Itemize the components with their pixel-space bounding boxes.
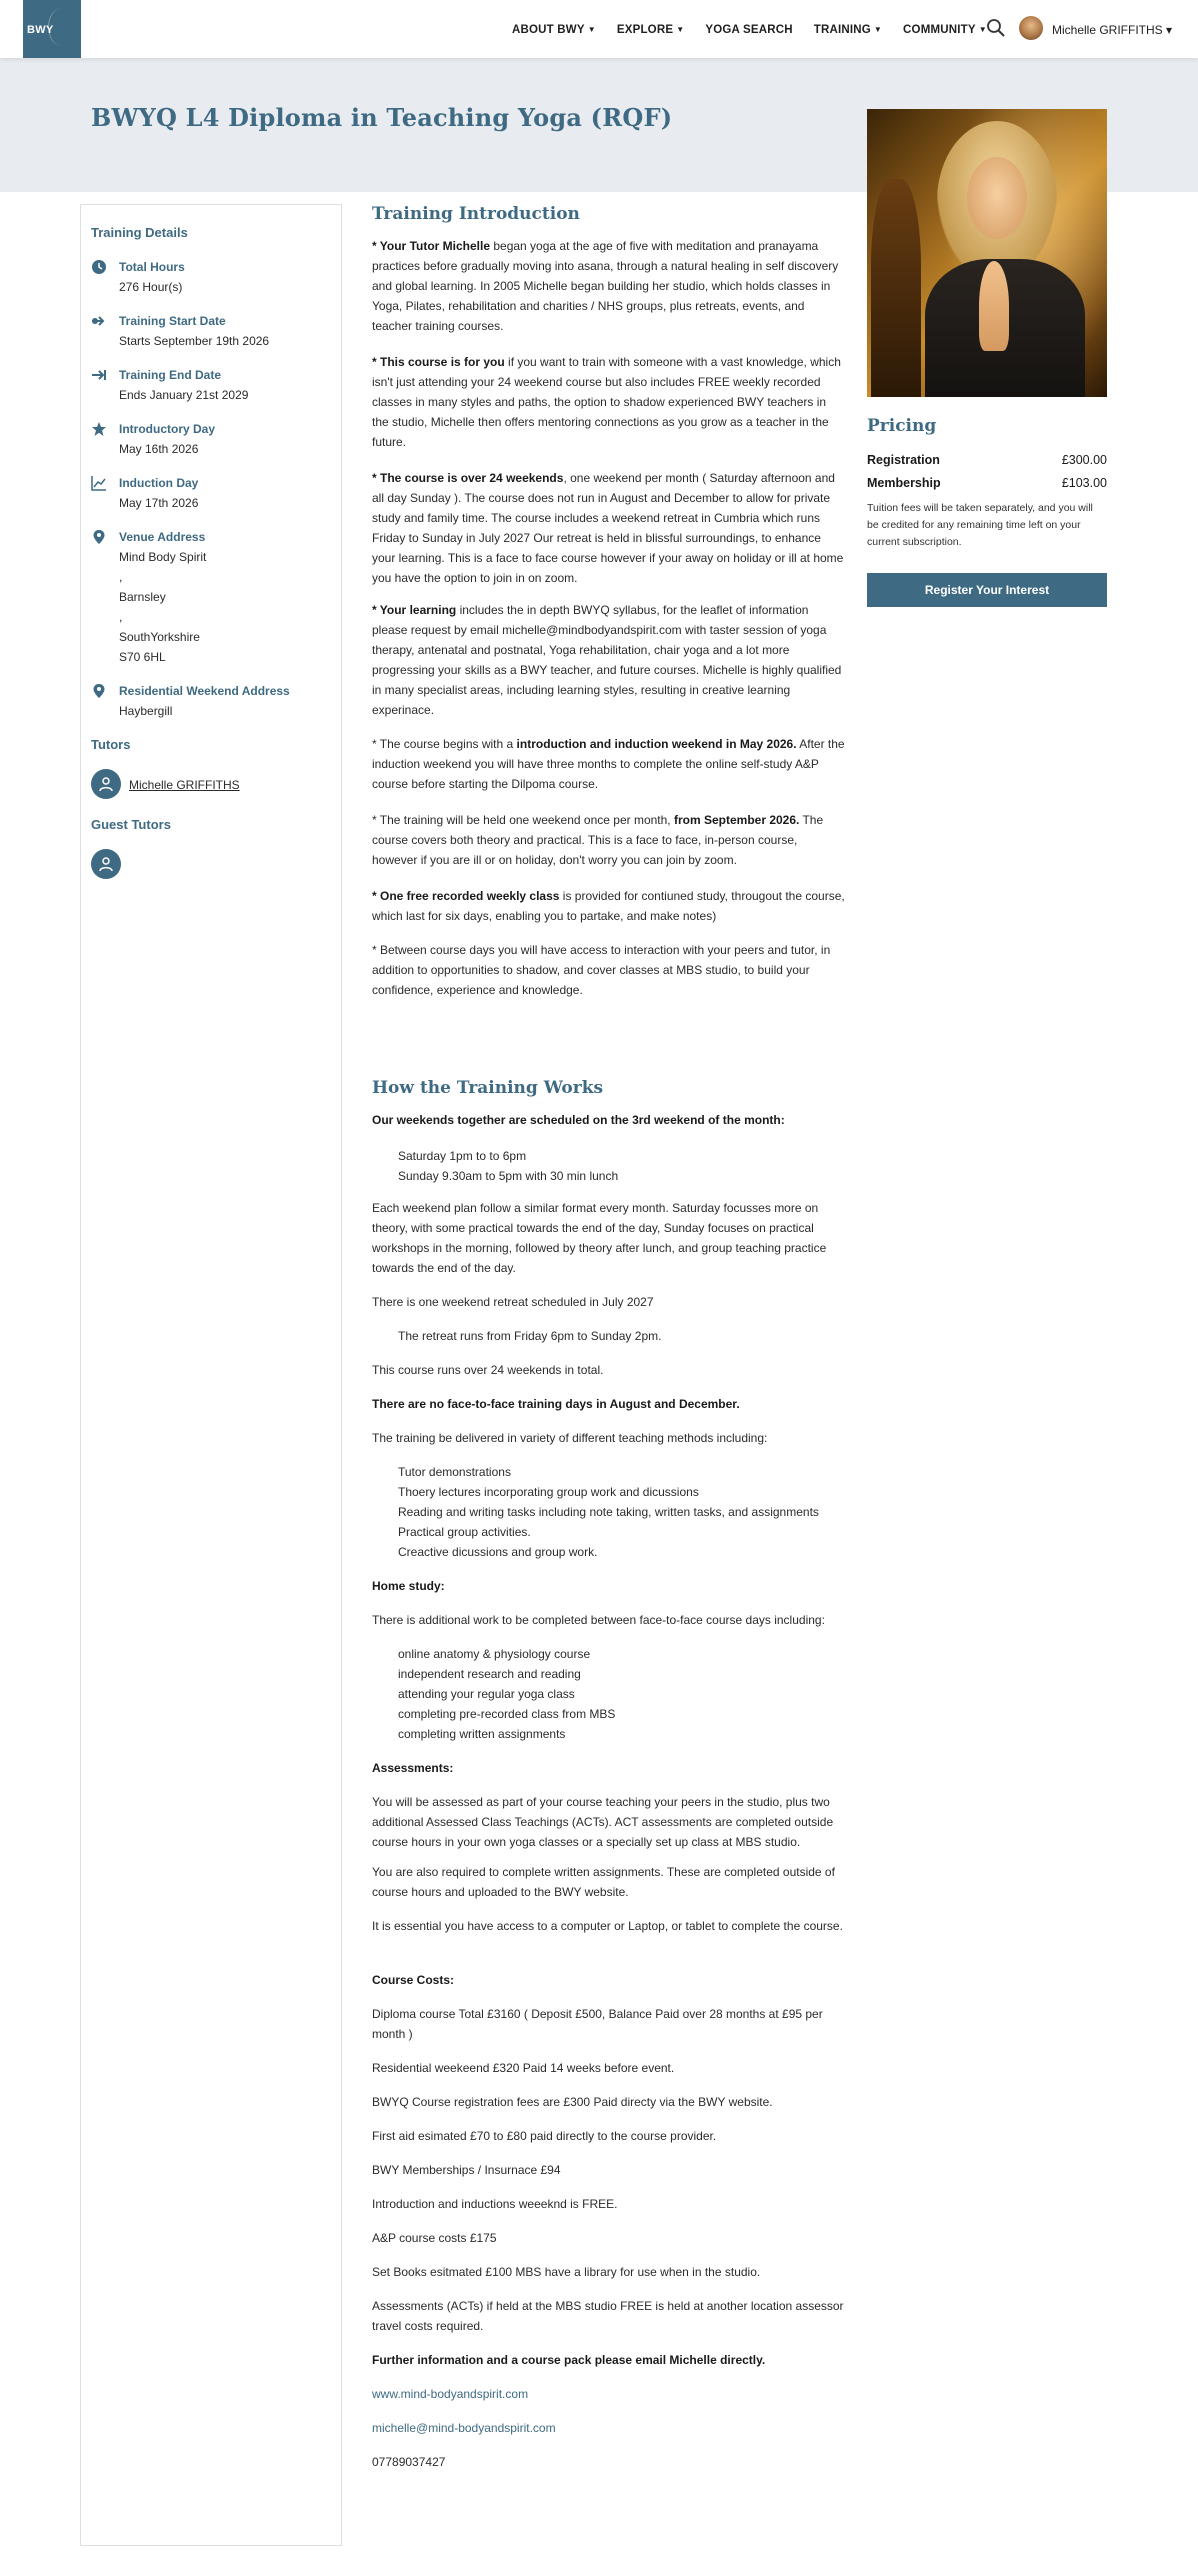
chevron-down-icon: ▼ bbox=[873, 25, 883, 34]
course-costs-heading: Course Costs: bbox=[372, 1973, 455, 1987]
detail-value: May 17th 2026 bbox=[119, 496, 199, 510]
intro-recorded-class-paragraph: * One free recorded weekly class is provided for contiuned study, througout the course, which last for six days, enabling you to partake, and make notes) bbox=[372, 889, 845, 923]
cost-item: First aid esimated £70 to £80 paid directly to the course provider. bbox=[372, 2129, 717, 2143]
retreat-text: There is one weekend retreat scheduled in July 2027 bbox=[372, 1295, 654, 1309]
list-item: Creactive dicussions and group work. bbox=[398, 1545, 598, 1559]
training-introduction-heading: Training Introduction bbox=[372, 204, 580, 224]
nav-community[interactable]: COMMUNITY ▼ bbox=[903, 24, 987, 36]
retreat-runs-text: The retreat runs from Friday 6pm to Sunday 2pm. bbox=[398, 1329, 662, 1343]
assessments-heading: Assessments: bbox=[372, 1761, 454, 1775]
tutors-heading: Tutors bbox=[91, 737, 131, 752]
detail-label: Venue Address bbox=[119, 530, 206, 544]
top-navigation-bar bbox=[0, 0, 1198, 58]
map-pin-icon bbox=[91, 683, 107, 699]
nav-yoga-search[interactable]: YOGA SEARCH bbox=[705, 24, 793, 36]
arrow-end-icon bbox=[91, 367, 107, 383]
assessments-paragraph-2: You are also required to complete written assignments. These are completed outside of course hours and uploaded to the BWY website. bbox=[372, 1865, 835, 1899]
list-item: Thoery lectures incorporating group work and dicussions bbox=[398, 1485, 699, 1499]
detail-label: Residential Weekend Address bbox=[119, 684, 290, 698]
detail-value: Haybergill bbox=[119, 704, 173, 718]
saturday-hours: Saturday 1pm to to 6pm bbox=[398, 1149, 527, 1163]
runs-over-text: This course runs over 24 weekends in total. bbox=[372, 1363, 604, 1377]
cost-item: Residential weekeend £320 Paid 14 weeks before event. bbox=[372, 2061, 675, 2075]
chevron-down-icon: ▼ bbox=[587, 25, 596, 34]
price-value: £103.00 bbox=[1061, 476, 1107, 490]
home-study-heading: Home study: bbox=[372, 1579, 445, 1593]
venue-line: , bbox=[119, 570, 123, 584]
detail-value: May 16th 2026 bbox=[119, 442, 199, 456]
training-details-heading: Training Details bbox=[91, 225, 188, 240]
intro-between-days-paragraph: * Between course days you will have access to interaction with your peers and tutor, in addition to opportunities to shadow, and cover classes at MBS studio, to build your confidence, experience and knowledge. bbox=[372, 943, 831, 997]
methods-intro-text: The training be delivered in variety of different teaching methods including: bbox=[372, 1431, 768, 1445]
intro-begins-paragraph: * The course begins with a introduction and induction weekend in May 2026. After the induction weekend you will have three months to complete the online self-study A&P course before starting the Dilpoma course. bbox=[372, 737, 845, 791]
user-avatar[interactable] bbox=[1019, 16, 1043, 40]
list-item: attending your regular yoga class bbox=[398, 1687, 575, 1701]
price-label: Registration bbox=[867, 453, 940, 467]
yoga-teacher-photo bbox=[867, 109, 1107, 397]
cost-item: Diploma course Total £3160 ( Deposit £500, Balance Paid over 28 months at £95 per month ) bbox=[372, 2007, 823, 2041]
sunday-hours: Sunday 9.30am to 5pm with 30 min lunch bbox=[398, 1169, 619, 1183]
phone-number: 07789037427 bbox=[372, 2455, 446, 2469]
main-nav bbox=[512, 20, 1008, 41]
search-icon[interactable] bbox=[986, 18, 1006, 38]
nav-about-bwy[interactable]: ABOUT BWY ▼ bbox=[512, 24, 596, 36]
user-icon bbox=[98, 856, 114, 872]
detail-label: Total Hours bbox=[119, 260, 185, 274]
guest-tutors-heading: Guest Tutors bbox=[91, 817, 171, 832]
email-link[interactable]: michelle@mind-bodyandspirit.com bbox=[372, 2421, 556, 2435]
cost-item: Assessments (ACTs) if held at the MBS studio FREE is held at another location assessor travel costs required. bbox=[372, 2299, 844, 2333]
price-value: £300.00 bbox=[1061, 453, 1107, 467]
chevron-down-icon: ▾ bbox=[1166, 23, 1173, 37]
list-item: Tutor demonstrations bbox=[398, 1465, 511, 1479]
detail-label: Training End Date bbox=[119, 368, 222, 382]
intro-monthly-paragraph: * The training will be held one weekend once per month, from September 2026. The course covers both theory and practical. This is a face to face, in-person course, however if you are ill or on holiday, don't worry you can join by zoom. bbox=[372, 813, 824, 867]
star-icon bbox=[91, 421, 107, 437]
clock-icon bbox=[91, 259, 107, 275]
assessments-paragraph-3: It is essential you have access to a computer or Laptop, or tablet to complete the course. bbox=[372, 1919, 843, 1933]
assessments-paragraph-1: You will be assessed as part of your course teaching your peers in the studio, plus two additional Assessed Class Teachings (ACTs). ACT assessments are completed outside course hours in your own yoga classes or a specially set up class at MBS studio. bbox=[372, 1795, 834, 1849]
venue-line: , bbox=[119, 610, 123, 624]
no-face-to-face-text: There are no face-to-face training days in August and December. bbox=[372, 1397, 740, 1411]
further-info-text: Further information and a course pack please email Michelle directly. bbox=[372, 2353, 766, 2367]
detail-value: Ends January 21st 2029 bbox=[119, 388, 249, 402]
cost-item: Introduction and inductions weeeknd is FREE. bbox=[372, 2197, 618, 2211]
arrow-start-icon bbox=[91, 313, 107, 329]
list-item: Practical group activities. bbox=[398, 1525, 531, 1539]
nav-explore[interactable]: EXPLORE ▼ bbox=[616, 24, 685, 36]
tuition-note: Tuition fees will be taken separately, and you will be credited for any remaining time left on your current subscription. bbox=[867, 502, 1093, 548]
intro-tutor-paragraph: * Your Tutor Michelle began yoga at the age of five with meditation and pranayama practices before gradually moving into asana, through a natural healing in self discovery and global learning. In 2005 Michelle began building her studio, which holds classes in Yoga, Pilates, rehabilitation and charities / NHS groups, plus retreats, events, and teacher training courses. bbox=[372, 239, 839, 333]
chevron-down-icon: ▼ bbox=[978, 25, 987, 34]
detail-value: 276 Hour(s) bbox=[119, 280, 183, 294]
nav-training[interactable]: TRAINING ▼ bbox=[813, 24, 883, 36]
tutor-avatar[interactable] bbox=[91, 769, 121, 799]
detail-label: Training Start Date bbox=[119, 314, 226, 328]
weekend-plan-paragraph: Each weekend plan follow a similar format every month. Saturday focusses more on theory, with some practical towards the end of the day, Sunday focuses on practical workshops in the morning, followed by theory after lunch, and group teaching practice towards the end of the day. bbox=[372, 1201, 827, 1275]
venue-line: SouthYorkshire bbox=[119, 630, 200, 644]
training-details-sidebar bbox=[80, 204, 342, 2546]
page-title: BWYQ L4 Diploma in Teaching Yoga (RQF) bbox=[91, 103, 673, 132]
cost-item: A&P course costs £175 bbox=[372, 2231, 497, 2245]
cost-item: BWY Memberships / Insurnace £94 bbox=[372, 2163, 561, 2177]
register-interest-button[interactable]: Register Your Interest bbox=[867, 573, 1107, 607]
venue-line: Barnsley bbox=[119, 590, 166, 604]
map-pin-icon bbox=[91, 529, 107, 545]
intro-24-weekends-paragraph: * The course is over 24 weekends, one weekend per month ( Saturday afternoon and all day Sunday ). The course does not run in August and December to allow for private study and family time. The course includes a weekend retreat in Cumbria which runs Friday to Sunday in July 2027 Our retreat is held in blissful surroundings, to enhance your learning. This is a face to face course however if your away on holiday or ill at home you have the option to join in on zoom. bbox=[372, 471, 844, 585]
venue-line: Mind Body Spirit bbox=[119, 550, 207, 564]
list-item: online anatomy & physiology course bbox=[398, 1647, 591, 1661]
list-item: completing pre-recorded class from MBS bbox=[398, 1707, 616, 1721]
home-study-intro: There is additional work to be completed between face-to-face course days including: bbox=[372, 1613, 825, 1627]
chart-icon bbox=[91, 475, 107, 491]
cost-item: Set Books esitmated £100 MBS have a library for use when in the studio. bbox=[372, 2265, 761, 2279]
bwy-logo[interactable]: BWY bbox=[23, 0, 81, 58]
tutor-name-link[interactable]: Michelle GRIFFITHS bbox=[129, 778, 240, 792]
pricing-heading: Pricing bbox=[867, 416, 937, 436]
cost-item: BWYQ Course registration fees are £300 Paid directy via the BWY website. bbox=[372, 2095, 773, 2109]
intro-learning-paragraph: * Your learning includes the in depth BWYQ syllabus, for the leaflet of information please request by email michelle@mindbodyandspirit.com with taster session of yoga therapy, antenatal and postnatal, Yoga rehabilitation, chair yoga and a lot more progressing your skills as a BWY teacher, and future courses. Michelle is highly qualified in many specialist areas, including learning styles, resulting in creative learning experinace. bbox=[372, 603, 842, 717]
website-link[interactable]: www.mind-bodyandspirit.com bbox=[372, 2387, 529, 2401]
price-label: Membership bbox=[867, 476, 941, 490]
chevron-down-icon: ▼ bbox=[676, 25, 685, 34]
list-item: independent research and reading bbox=[398, 1667, 581, 1681]
intro-course-for-you-paragraph: * This course is for you if you want to train with someone with a vast knowledge, which isn't just attending your 24 weekend course but also includes FREE weekly recorded classes in many styles and paths, the option to shadow experienced BWY teachers in the studio, Michelle then offers mentoring connections as you grow as a teacher in the future. bbox=[372, 355, 841, 449]
user-icon bbox=[98, 776, 114, 792]
venue-line: S70 6HL bbox=[119, 650, 166, 664]
detail-label: Induction Day bbox=[119, 476, 199, 490]
list-item: Reading and writing tasks including note taking, written tasks, and assignments bbox=[398, 1505, 819, 1519]
detail-value: Starts September 19th 2026 bbox=[119, 334, 270, 348]
list-item: completing written assignments bbox=[398, 1727, 566, 1741]
detail-label: Introductory Day bbox=[119, 422, 216, 436]
user-menu[interactable]: Michelle GRIFFITHS ▾ bbox=[1052, 23, 1173, 37]
how-training-works-heading: How the Training Works bbox=[372, 1078, 604, 1098]
weekends-schedule-text: Our weekends together are scheduled on the 3rd weekend of the month: bbox=[372, 1113, 785, 1127]
guest-tutor-avatar[interactable] bbox=[91, 849, 121, 879]
